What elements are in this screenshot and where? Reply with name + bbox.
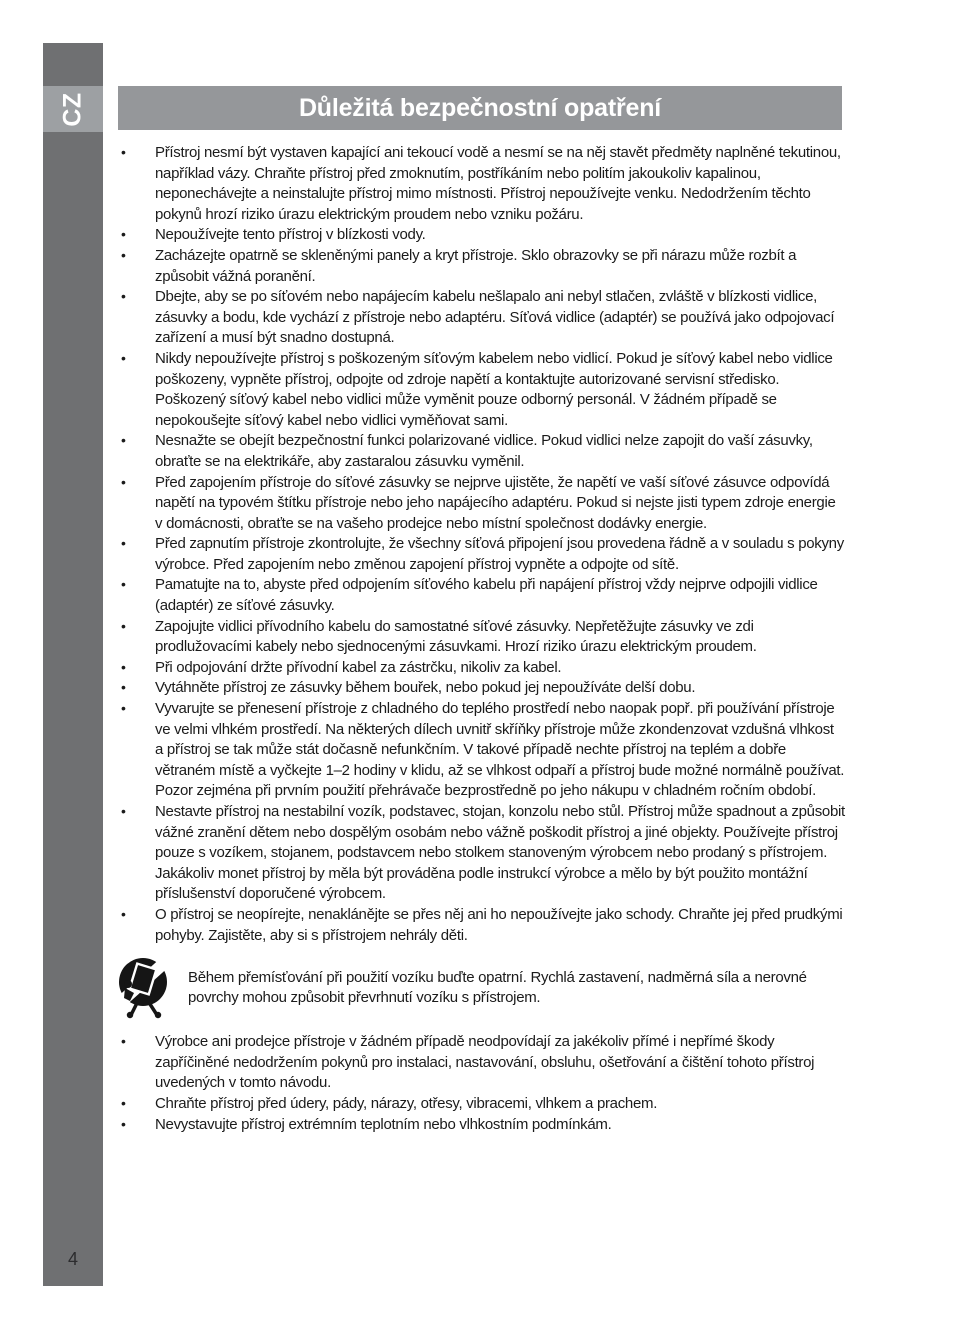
bullet-item: • Vyvarujte se přenesení přístroje z chladného do teplého prostředí nebo naopak popř. při používání přístroje ve velmi vlhkém prostředí. Na některých dílech uvnitř skříňky přístroje může zkondenzovat vzdušná vlhkost a přístroj se tak může stát dočasně nefunkčním. V takové případě nechte přístroj na teplém a dobře větraném místě a vyčkejte 1–2 hodiny v klidu, až se vlhkost odpaří a přístroj bude možné normálně používat. Pozor zejména při prvním použití přehrávače bezprostředně po jeho nákupu v chladném ročním období. [118, 699, 845, 802]
bullet-item: • Nepoužívejte tento přístroj v blízkosti vody. [118, 225, 845, 246]
bullet-item: • Zacházejte opatrně se skleněnými panely a kryt přístroje. Sklo obrazovky se při nárazu může rozbít a způsobit vážná poranění. [118, 246, 845, 287]
section-header [118, 86, 842, 130]
bullet-item: • Výrobce ani prodejce přístroje v žádném případě neodpovídají za jakékoliv přímé i nepřímé škody zapříčiněné nedodržením pokynů pro instalaci, nastavování, obsluhu, ošetřování a čištění tohoto přístroj uvedených v tomto návodu. [118, 1032, 845, 1094]
bullet-item: • Nestavte přístroj na nestabilní vozík, podstavec, stojan, konzolu nebo stůl. Přístroj může spadnout a způsobit vážné zranění dětem nebo dospělým osobám nebo vážně poškodit přístroj a jiné objekty. Používejte přístroj pouze s vozíkem, stojanem, podstavcem nebo stolkem stanoveným výrobcem nebo prodaný s přístrojem. Jakákoliv monet přístroj by měla být prováděna podle instrukcí výrobce a mělo by být použito montážní příslušenství doporučené výrobcem. [118, 802, 845, 905]
bullet-item: • Nevystavujte přístroj extrémním teplotním nebo vlhkostním podmínkám. [118, 1115, 845, 1136]
bullet-item: • O přístroj se neopírejte, nenaklánějte se přes něj ani ho nepoužívejte jako schody. Chraňte jej před prudkými pohyby. Zajistěte, aby si s přístrojem nehrály děti. [118, 905, 845, 946]
bullet-item: • Při odpojování držte přívodní kabel za zástrčku, nikoliv za kabel. [118, 658, 845, 679]
safety-instructions [118, 143, 845, 1135]
bullet-item: • Pamatujte na to, abyste před odpojením síťového kabelu při napájení přístroj vždy nejprve odpojili vidlice (adaptér) ze síťové zásuvky. [118, 575, 845, 616]
bullet-item: • Zapojujte vidlici přívodního kabelu do samostatné síťové zásuvky. Nepřetěžujte zásuvky ve zdi prodlužovacími kabely nebo sjednocenými zásuvkami. Hrozí riziko úrazu elektrickým proudem. [118, 617, 845, 658]
language-sidebar [43, 43, 103, 1286]
bullet-item: • Chraňte přístroj před údery, pády, nárazy, otřesy, vibracemi, vlhkem a prachem. [118, 1094, 845, 1115]
bullet-item: • Vytáhněte přístroj ze zásuvky během bouřek, nebo pokud jej nepoužíváte delší dobu. [118, 678, 845, 699]
page-number: 4 [67, 1249, 78, 1269]
language-tab-label: CZ [58, 91, 87, 127]
bullet-item: • Nikdy nepoužívejte přístroj s poškozeným síťovým kabelem nebo vidlicí. Pokud je síťový kabel nebo vidlice poškozeny, vypněte přístroj, odpojte od zdroje napětí a kontaktujte autorizované servisní středisko. Poškozený síťový kabel nebo vidlici může vyměnit pouze odborný personál. V žádném případě se nepokoušejte síťový kabel nebo vidlici vyměňovat sami. [118, 349, 845, 431]
bullet-item: • Nesnažte se obejít bezpečnostní funkci polarizované vidlice. Pokud vidlici nelze zapojit do vaší zásuvky, obraťte se na elektrikáře, aby zastaralou zásuvku vyměnil. [118, 431, 845, 472]
bullet-item: • Před zapnutím přístroje zkontrolujte, že všechny síťová připojení jsou provedena řádně a v souladu s pokyny výrobce. Před zapojením nebo změnou zapojení přístroj vypněte a odpojte od sítě. [118, 534, 845, 575]
bullet-item: • Dbejte, aby se po síťovém nebo napájecím kabelu nešlapalo ani nebyl stlačen, zvláště v blízkosti vidlice, zásuvky a bodu, kde vychází z přístroje nebo adaptéru. Síťová vidlice (adaptér) se používá jako odpojovací zařízení a musí být snadno dostupná. [118, 287, 845, 349]
cart-warning-text: Během přemísťování při použití vozíku buďte opatrní. Rychlá zastavení, nadměrná síla a nerovné povrchy mohou způsobit převrhnutí vozíku s přístrojem. [188, 968, 807, 1007]
bullet-item: • Přístroj nesmí být vystaven kapající ani tekoucí vodě a nesmí se na něj stavět předměty naplněné tekutinou, například vázy. Chraňte přístroj před zmoknutím, postříkáním nebo politím jakoukoliv kapalinou, neponechávejte a neinstalujte přístroj mimo místnosti. Přístroj nepoužívejte venku. Nedodržením těchto pokynů hrozí riziko úrazu elektrickým proudem nebo vzniku požáru. [118, 143, 845, 225]
language-tab [43, 86, 103, 132]
bullet-item: • Před zapojením přístroje do síťové zásuvky se nejprve ujistěte, že napětí ve vaší síťové zásuvce odpovídá napětí na typovém štítku přístroje nebo jeho napájecího adaptéru. Pokud si nejste jisti typem zdroje energie v domácnosti, obraťte se na vašeho prodejce nebo místní společnost dodávky energie. [118, 473, 845, 535]
safety-bullet-list-after [118, 1032, 845, 1135]
safety-bullet-list [118, 143, 845, 946]
cart-tip-warning-icon [118, 957, 168, 1019]
section-title: Důležitá bezpečnostní opatření [298, 93, 662, 122]
cart-warning-block [118, 957, 845, 1019]
